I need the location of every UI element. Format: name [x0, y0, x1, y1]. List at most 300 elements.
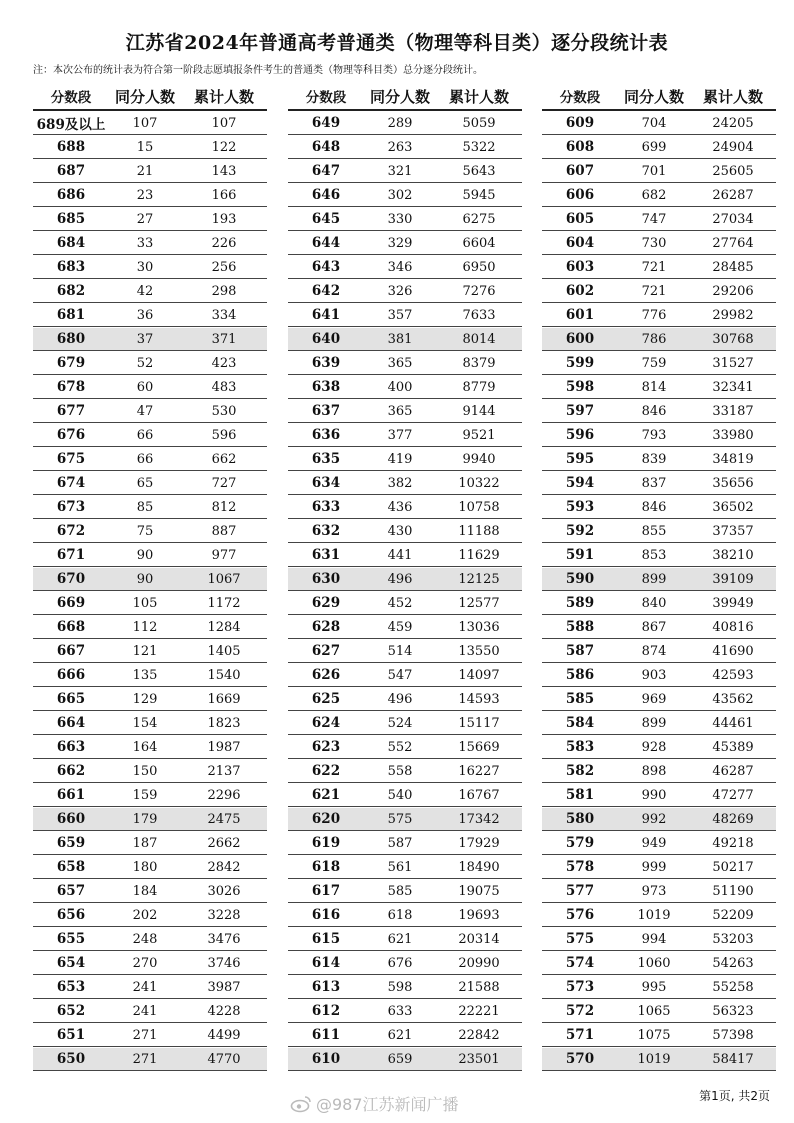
- table-row: [542, 976, 776, 999]
- same-count-cell: 928: [641, 739, 667, 755]
- cumulative-cell: 530: [211, 403, 237, 419]
- cumulative-cell: 5945: [462, 187, 496, 203]
- table-row: [33, 856, 267, 879]
- watermark: [290, 1092, 459, 1115]
- score-cell: 603: [565, 259, 595, 275]
- table-row: [288, 760, 522, 783]
- score-cell: 651: [56, 1027, 86, 1043]
- score-cell: 620: [311, 811, 341, 827]
- same-count-cell: 973: [641, 883, 667, 899]
- cumulative-cell: 12125: [458, 571, 500, 587]
- table-row: [542, 496, 776, 519]
- score-cell: 644: [311, 235, 341, 251]
- score-cell: 616: [311, 907, 341, 923]
- table-row: [288, 1000, 522, 1023]
- table-row: [542, 376, 776, 399]
- same-count-cell: 837: [641, 475, 667, 491]
- table-row: [542, 568, 776, 591]
- cumulative-cell: 8379: [462, 355, 496, 371]
- cumulative-cell: 3987: [207, 979, 241, 995]
- same-count-cell: 66: [136, 451, 154, 467]
- table-row: [33, 904, 267, 927]
- table-row: [542, 880, 776, 903]
- same-count-cell: 701: [641, 163, 667, 179]
- table-row: [288, 928, 522, 951]
- cumulative-cell: 58417: [712, 1051, 754, 1067]
- same-count-cell: 846: [641, 499, 667, 515]
- score-cell: 597: [565, 403, 595, 419]
- cumulative-cell: 6604: [462, 235, 496, 251]
- cumulative-cell: 812: [211, 499, 237, 515]
- table-row: [33, 400, 267, 423]
- table-row: [288, 880, 522, 903]
- same-count-cell: 129: [132, 691, 158, 707]
- table-row: [288, 592, 522, 615]
- score-cell: 608: [565, 139, 595, 155]
- same-count-cell: 365: [387, 403, 413, 419]
- cumulative-cell: 1540: [207, 667, 241, 683]
- same-count-cell: 1019: [637, 907, 671, 923]
- score-cell: 590: [565, 571, 595, 587]
- cumulative-cell: 35656: [712, 475, 754, 491]
- table-row: [288, 256, 522, 279]
- same-count-cell: 704: [641, 115, 667, 131]
- cumulative-cell: 11188: [458, 523, 500, 539]
- cumulative-cell: 5059: [462, 115, 496, 131]
- cumulative-cell: 166: [211, 187, 237, 203]
- table-row: [33, 208, 267, 231]
- cumulative-cell: 14593: [458, 691, 500, 707]
- score-cell: 570: [565, 1051, 595, 1067]
- table-row: [542, 448, 776, 471]
- same-count-cell: 400: [387, 379, 413, 395]
- same-count-cell: 776: [641, 307, 667, 323]
- cumulative-cell: 3476: [207, 931, 241, 947]
- score-cell: 671: [56, 547, 86, 563]
- score-cell: 599: [565, 355, 595, 371]
- same-count-cell: 682: [641, 187, 667, 203]
- cumulative-cell: 1405: [207, 643, 241, 659]
- table-row: [33, 832, 267, 855]
- cumulative-cell: 42593: [712, 667, 754, 683]
- table-row: [288, 280, 522, 303]
- score-cell: 636: [311, 427, 341, 443]
- score-cell: 653: [56, 979, 86, 995]
- table-row: [288, 736, 522, 759]
- table-row: [542, 352, 776, 375]
- cumulative-cell: 2296: [207, 787, 241, 803]
- same-count-cell: 381: [387, 331, 413, 347]
- same-count-cell: 30: [136, 259, 154, 275]
- table-row: [542, 760, 776, 783]
- table-row: [33, 760, 267, 783]
- cumulative-cell: 26287: [712, 187, 754, 203]
- table-header: [542, 83, 776, 111]
- same-count-cell: 1065: [637, 1003, 671, 1019]
- same-count-cell: 326: [387, 283, 413, 299]
- score-cell: 626: [311, 667, 341, 683]
- score-cell: 589: [565, 595, 595, 611]
- same-count-cell: 419: [387, 451, 413, 467]
- cumulative-cell: 38210: [712, 547, 754, 563]
- cumulative-cell: 34819: [712, 451, 754, 467]
- score-cell: 666: [56, 667, 86, 683]
- cumulative-cell: 1987: [207, 739, 241, 755]
- table-row: [33, 640, 267, 663]
- same-count-cell: 992: [641, 811, 667, 827]
- same-count-cell: 202: [132, 907, 158, 923]
- page-title: 江苏省2024年普通高考普通类（物理等科目类）逐分段统计表: [125, 32, 669, 54]
- cumulative-cell: 15117: [458, 715, 500, 731]
- table-row: [542, 184, 776, 207]
- table-row: [33, 448, 267, 471]
- score-cell: 660: [56, 811, 86, 827]
- cumulative-cell: 6275: [462, 211, 496, 227]
- table-row: [288, 976, 522, 999]
- score-cell: 687: [56, 163, 86, 179]
- cumulative-cell: 20990: [458, 955, 500, 971]
- score-cell: 580: [565, 811, 595, 827]
- same-count-cell: 514: [387, 643, 413, 659]
- same-count-cell: 75: [136, 523, 154, 539]
- cumulative-cell: 17342: [458, 811, 500, 827]
- cumulative-cell: 9940: [462, 451, 496, 467]
- score-table-block-2: [288, 83, 522, 1071]
- same-count-cell: 289: [387, 115, 413, 131]
- table-row: [33, 376, 267, 399]
- score-cell: 596: [565, 427, 595, 443]
- header-cumulative: 累计人数: [193, 87, 254, 106]
- cumulative-cell: 9144: [462, 403, 496, 419]
- score-cell: 574: [565, 955, 595, 971]
- table-row: [542, 400, 776, 423]
- table-row: [33, 328, 267, 351]
- score-cell: 681: [56, 307, 86, 323]
- same-count-cell: 436: [387, 499, 413, 515]
- score-cell: 630: [311, 571, 341, 587]
- table-row: [542, 520, 776, 543]
- score-cell: 657: [56, 883, 86, 899]
- cumulative-cell: 48269: [712, 811, 754, 827]
- cumulative-cell: 32341: [712, 379, 754, 395]
- table-row: [542, 928, 776, 951]
- cumulative-cell: 49218: [712, 835, 754, 851]
- score-cell: 689及以上: [36, 117, 106, 133]
- same-count-cell: 365: [387, 355, 413, 371]
- cumulative-cell: 30768: [712, 331, 754, 347]
- same-count-cell: 23: [136, 187, 154, 203]
- cumulative-cell: 56323: [712, 1003, 754, 1019]
- score-cell: 598: [565, 379, 595, 395]
- same-count-cell: 839: [641, 451, 667, 467]
- table-row: [33, 712, 267, 735]
- score-cell: 605: [565, 211, 595, 227]
- score-cell: 571: [565, 1027, 595, 1043]
- cumulative-cell: 16767: [458, 787, 500, 803]
- table-row: [542, 592, 776, 615]
- score-cell: 615: [311, 931, 341, 947]
- table-row: [33, 496, 267, 519]
- same-count-cell: 452: [387, 595, 413, 611]
- same-count-cell: 271: [132, 1027, 158, 1043]
- table-row: [33, 784, 267, 807]
- score-cell: 591: [565, 547, 595, 563]
- score-cell: 674: [56, 475, 86, 491]
- score-cell: 610: [311, 1051, 341, 1067]
- table-row: [33, 592, 267, 615]
- score-cell: 617: [311, 883, 341, 899]
- header-cumulative: 累计人数: [702, 87, 763, 106]
- cumulative-cell: 10322: [458, 475, 500, 491]
- cumulative-cell: 19693: [458, 907, 500, 923]
- cumulative-cell: 36502: [712, 499, 754, 515]
- cumulative-cell: 28485: [712, 259, 754, 275]
- cumulative-cell: 8014: [462, 331, 496, 347]
- cumulative-cell: 334: [211, 307, 237, 323]
- score-cell: 622: [311, 763, 341, 779]
- same-count-cell: 36: [136, 307, 154, 323]
- table-row: [33, 520, 267, 543]
- table-row: [542, 544, 776, 567]
- same-count-cell: 105: [132, 595, 158, 611]
- table-row: [288, 952, 522, 975]
- table-row: [33, 568, 267, 591]
- score-cell: 686: [56, 187, 86, 203]
- cumulative-cell: 24904: [712, 139, 754, 155]
- table-row: [288, 616, 522, 639]
- score-cell: 601: [565, 307, 595, 323]
- score-cell: 646: [311, 187, 341, 203]
- score-cell: 658: [56, 859, 86, 875]
- score-cell: 652: [56, 1003, 86, 1019]
- score-cell: 683: [56, 259, 86, 275]
- same-count-cell: 241: [132, 979, 158, 995]
- table-row: [33, 424, 267, 447]
- table-row: [288, 208, 522, 231]
- same-count-cell: 990: [641, 787, 667, 803]
- score-cell: 577: [565, 883, 595, 899]
- table-rows: [542, 112, 776, 1071]
- same-count-cell: 899: [641, 571, 667, 587]
- cumulative-cell: 57398: [712, 1027, 754, 1043]
- cumulative-cell: 13036: [458, 619, 500, 635]
- score-cell: 582: [565, 763, 595, 779]
- cumulative-cell: 39949: [712, 595, 754, 611]
- score-cell: 648: [311, 139, 341, 155]
- cumulative-cell: 226: [211, 235, 237, 251]
- same-count-cell: 430: [387, 523, 413, 539]
- cumulative-cell: 3746: [207, 955, 241, 971]
- same-count-cell: 179: [132, 811, 158, 827]
- score-cell: 583: [565, 739, 595, 755]
- table-row: [542, 688, 776, 711]
- cumulative-cell: 9521: [462, 427, 496, 443]
- cumulative-cell: 17929: [458, 835, 500, 851]
- same-count-cell: 633: [387, 1003, 413, 1019]
- score-cell: 655: [56, 931, 86, 947]
- table-row: [542, 424, 776, 447]
- cumulative-cell: 5322: [462, 139, 496, 155]
- cumulative-cell: 1284: [207, 619, 241, 635]
- same-count-cell: 377: [387, 427, 413, 443]
- table-row: [33, 808, 267, 831]
- same-count-cell: 90: [136, 547, 154, 563]
- table-row: [542, 136, 776, 159]
- same-count-cell: 47: [136, 403, 154, 419]
- table-row: [33, 1048, 267, 1071]
- table-row: [542, 640, 776, 663]
- table-row: [288, 496, 522, 519]
- table-row: [33, 256, 267, 279]
- same-count-cell: 874: [641, 643, 667, 659]
- score-cell: 665: [56, 691, 86, 707]
- cumulative-cell: 256: [211, 259, 237, 275]
- cumulative-cell: 662: [211, 451, 237, 467]
- cumulative-cell: 21588: [458, 979, 500, 995]
- score-cell: 593: [565, 499, 595, 515]
- score-cell: 649: [311, 115, 341, 131]
- same-count-cell: 618: [387, 907, 413, 923]
- table-row: [288, 328, 522, 351]
- cumulative-cell: 37357: [712, 523, 754, 539]
- table-row: [542, 952, 776, 975]
- cumulative-cell: 3228: [207, 907, 241, 923]
- same-count-cell: 949: [641, 835, 667, 851]
- cumulative-cell: 40816: [712, 619, 754, 635]
- score-cell: 623: [311, 739, 341, 755]
- score-cell: 632: [311, 523, 341, 539]
- table-row: [542, 832, 776, 855]
- cumulative-cell: 24205: [712, 115, 754, 131]
- score-cell: 688: [56, 139, 86, 155]
- same-count-cell: 112: [132, 619, 158, 635]
- score-cell: 642: [311, 283, 341, 299]
- table-row: [33, 664, 267, 687]
- score-cell: 613: [311, 979, 341, 995]
- score-cell: 581: [565, 787, 595, 803]
- table-row: [542, 112, 776, 135]
- score-cell: 682: [56, 283, 86, 299]
- same-count-cell: 321: [387, 163, 413, 179]
- same-count-cell: 496: [387, 691, 413, 707]
- score-cell: 635: [311, 451, 341, 467]
- same-count-cell: 441: [387, 547, 413, 563]
- score-cell: 662: [56, 763, 86, 779]
- table-row: [33, 472, 267, 495]
- table-row: [288, 904, 522, 927]
- cumulative-cell: 1669: [207, 691, 241, 707]
- same-count-cell: 1019: [637, 1051, 671, 1067]
- table-row: [542, 1048, 776, 1071]
- score-cell: 611: [311, 1027, 341, 1043]
- same-count-cell: 999: [641, 859, 667, 875]
- same-count-cell: 271: [132, 1051, 158, 1067]
- score-cell: 627: [311, 643, 341, 659]
- table-row: [542, 808, 776, 831]
- same-count-cell: 159: [132, 787, 158, 803]
- score-cell: 637: [311, 403, 341, 419]
- same-count-cell: 15: [136, 139, 154, 155]
- table-row: [542, 304, 776, 327]
- cumulative-cell: 2662: [207, 835, 241, 851]
- same-count-cell: 598: [387, 979, 413, 995]
- score-cell: 594: [565, 475, 595, 491]
- score-cell: 633: [311, 499, 341, 515]
- same-count-cell: 180: [132, 859, 158, 875]
- score-cell: 602: [565, 283, 595, 299]
- same-count-cell: 699: [641, 139, 667, 155]
- score-cell: 586: [565, 667, 595, 683]
- same-count-cell: 164: [132, 739, 158, 755]
- cumulative-cell: 41690: [712, 643, 754, 659]
- table-row: [542, 1000, 776, 1023]
- table-rows: [33, 112, 267, 1071]
- table-row: [33, 616, 267, 639]
- score-cell: 650: [56, 1051, 86, 1067]
- cumulative-cell: 51190: [712, 883, 754, 899]
- score-cell: 579: [565, 835, 595, 851]
- same-count-cell: 496: [387, 571, 413, 587]
- score-cell: 587: [565, 643, 595, 659]
- score-cell: 684: [56, 235, 86, 251]
- score-cell: 638: [311, 379, 341, 395]
- table-row: [33, 136, 267, 159]
- same-count-cell: 587: [387, 835, 413, 851]
- table-row: [288, 352, 522, 375]
- score-cell: 667: [56, 643, 86, 659]
- same-count-cell: 1060: [637, 955, 671, 971]
- same-count-cell: 150: [132, 763, 158, 779]
- score-cell: 614: [311, 955, 341, 971]
- same-count-cell: 42: [136, 283, 154, 299]
- score-cell: 618: [311, 859, 341, 875]
- table-row: [33, 184, 267, 207]
- same-count-cell: 552: [387, 739, 413, 755]
- same-count-cell: 786: [641, 331, 667, 347]
- score-cell: 609: [565, 115, 595, 131]
- cumulative-cell: 23501: [458, 1051, 500, 1067]
- same-count-cell: 561: [387, 859, 413, 875]
- same-count-cell: 357: [387, 307, 413, 323]
- table-header: [288, 83, 522, 111]
- cumulative-cell: 6950: [462, 259, 496, 275]
- table-row: [288, 832, 522, 855]
- same-count-cell: 747: [641, 211, 667, 227]
- cumulative-cell: 33187: [712, 403, 754, 419]
- table-row: [288, 232, 522, 255]
- score-cell: 676: [56, 427, 86, 443]
- cumulative-cell: 55258: [712, 979, 754, 995]
- score-cell: 585: [565, 691, 595, 707]
- table-row: [542, 280, 776, 303]
- weibo-icon: [290, 1095, 312, 1113]
- score-cell: 625: [311, 691, 341, 707]
- same-count-cell: 329: [387, 235, 413, 251]
- header-score: 分数段: [559, 90, 601, 106]
- same-count-cell: 814: [641, 379, 667, 395]
- table-row: [288, 544, 522, 567]
- cumulative-cell: 4499: [207, 1027, 241, 1043]
- same-count-cell: 52: [136, 355, 154, 371]
- cumulative-cell: 7276: [462, 283, 496, 299]
- table-row: [288, 688, 522, 711]
- table-row: [288, 424, 522, 447]
- cumulative-cell: 727: [211, 475, 237, 491]
- table-row: [542, 856, 776, 879]
- score-cell: 628: [311, 619, 341, 635]
- score-cell: 645: [311, 211, 341, 227]
- same-count-cell: 1075: [637, 1027, 671, 1043]
